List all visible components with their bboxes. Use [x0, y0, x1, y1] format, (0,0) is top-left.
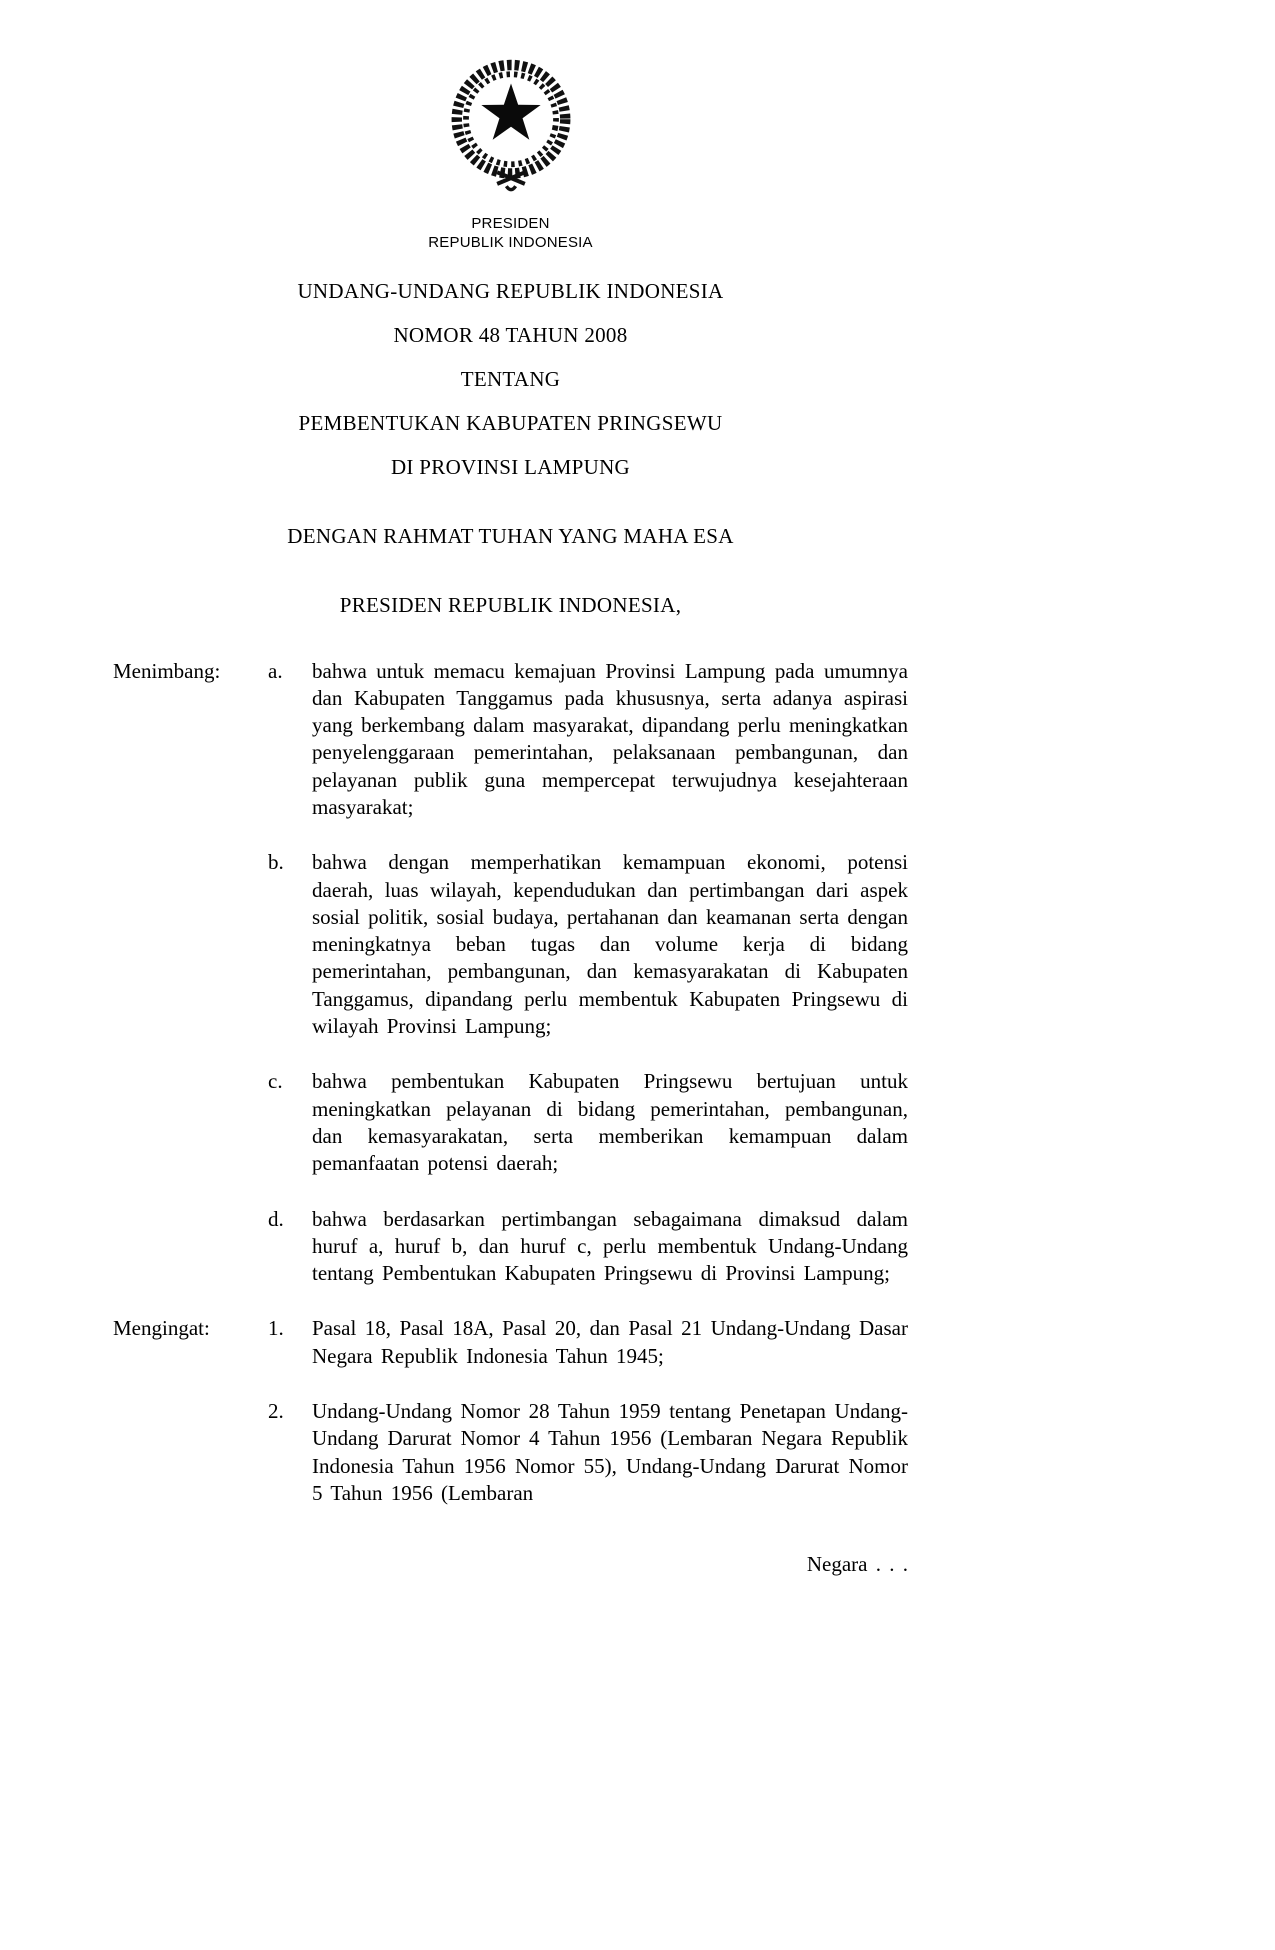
menimbang-item-d [113, 1206, 908, 1288]
letterhead-label [113, 215, 908, 253]
menimbang-label: Menimbang: [113, 658, 221, 683]
item-marker: c. [268, 1069, 283, 1094]
page-catchword: Negara . . . [806, 1552, 908, 1577]
item-marker: d. [268, 1206, 284, 1231]
letterhead [113, 0, 908, 253]
item-marker: a. [268, 658, 283, 683]
title-block [113, 279, 908, 618]
item-text: Undang-Undang Nomor 28 Tahun 1959 tentang Penetapan Undang-Undang Darurat Nomor 4 Tahun 1956 (Lembaran Negara Republik Indonesia Tahun 1956 Nomor 55), Undang-Undang Darurat Nomor 5 Tahun 1956 (Lembaran [312, 1399, 908, 1505]
item-marker: b. [268, 850, 284, 875]
mengingat-item-1 [113, 1315, 908, 1370]
document-body [113, 658, 908, 1579]
doc-title-line5: DI PROVINSI LAMPUNG [390, 454, 631, 479]
presidential-star-wreath-icon [441, 50, 581, 200]
item-marker: 1. [268, 1316, 284, 1341]
item-text: bahwa untuk memacu kemajuan Provinsi Lampung pada umumnya dan Kabupaten Tanggamus pada khususnya, serta adanya aspirasi yang berkembang dalam masyarakat, dipandang perlu meningkatkan penyelenggaraan pemerintahan, pelaksanaan pembangunan, dan pelayanan publik guna mempercepat terwujudnya kesejahteraan masyarakat; [312, 658, 908, 819]
item-text: bahwa berdasarkan pertimbangan sebagaimana dimaksud dalam huruf a, huruf b, dan huruf c, perlu membentuk Undang-Undang tentang Pembentukan Kabupaten Pringsewu di Provinsi Lampung; [312, 1206, 908, 1286]
mengingat-label: Mengingat: [113, 1316, 210, 1341]
menimbang-item-b [113, 849, 908, 1040]
letterhead-line-republik: REPUBLIK INDONESIA [428, 233, 593, 251]
item-text: Pasal 18, Pasal 18A, Pasal 20, dan Pasal 21 Undang-Undang Dasar Negara Republik Indonesia Tahun 1945; [312, 1316, 908, 1368]
doc-title-line2: NOMOR 48 TAHUN 2008 [393, 322, 628, 347]
doc-title-line4: PEMBENTUKAN KABUPATEN PRINGSEWU [298, 410, 723, 435]
menimbang-item-a [113, 658, 908, 822]
doc-title-line3: TENTANG [460, 366, 561, 391]
mengingat-item-2 [113, 1398, 908, 1507]
item-text: bahwa dengan memperhatikan kemampuan ekonomi, potensi daerah, luas wilayah, kependudukan dan pertimbangan dari aspek sosial politik, sosial budaya, pertahanan dan keamanan serta dengan meningkatnya beban tugas dan volume kerja di bidang pemerintahan, pembangunan, dan kemasyarakatan di Kabupaten Tanggamus, dipandang perlu membentuk Kabupaten Pringsewu di wilayah Provinsi Lampung; [312, 850, 908, 1039]
issuer-line: PRESIDEN REPUBLIK INDONESIA, [339, 592, 682, 617]
menimbang-item-c [113, 1068, 908, 1177]
invocation-line: DENGAN RAHMAT TUHAN YANG MAHA ESA [287, 523, 734, 548]
item-text: bahwa pembentukan Kabupaten Pringsewu bertujuan untuk meningkatkan pelayanan di bidang pemerintahan, pembangunan, dan kemasyarakatan, serta memberikan kemampuan dalam pemanfaatan potensi daerah; [312, 1069, 908, 1176]
document-content [113, 0, 908, 1579]
doc-title-line1: UNDANG-UNDANG REPUBLIK INDONESIA [297, 278, 724, 303]
letterhead-line-presiden: PRESIDEN [471, 215, 550, 232]
item-marker: 2. [268, 1399, 284, 1424]
